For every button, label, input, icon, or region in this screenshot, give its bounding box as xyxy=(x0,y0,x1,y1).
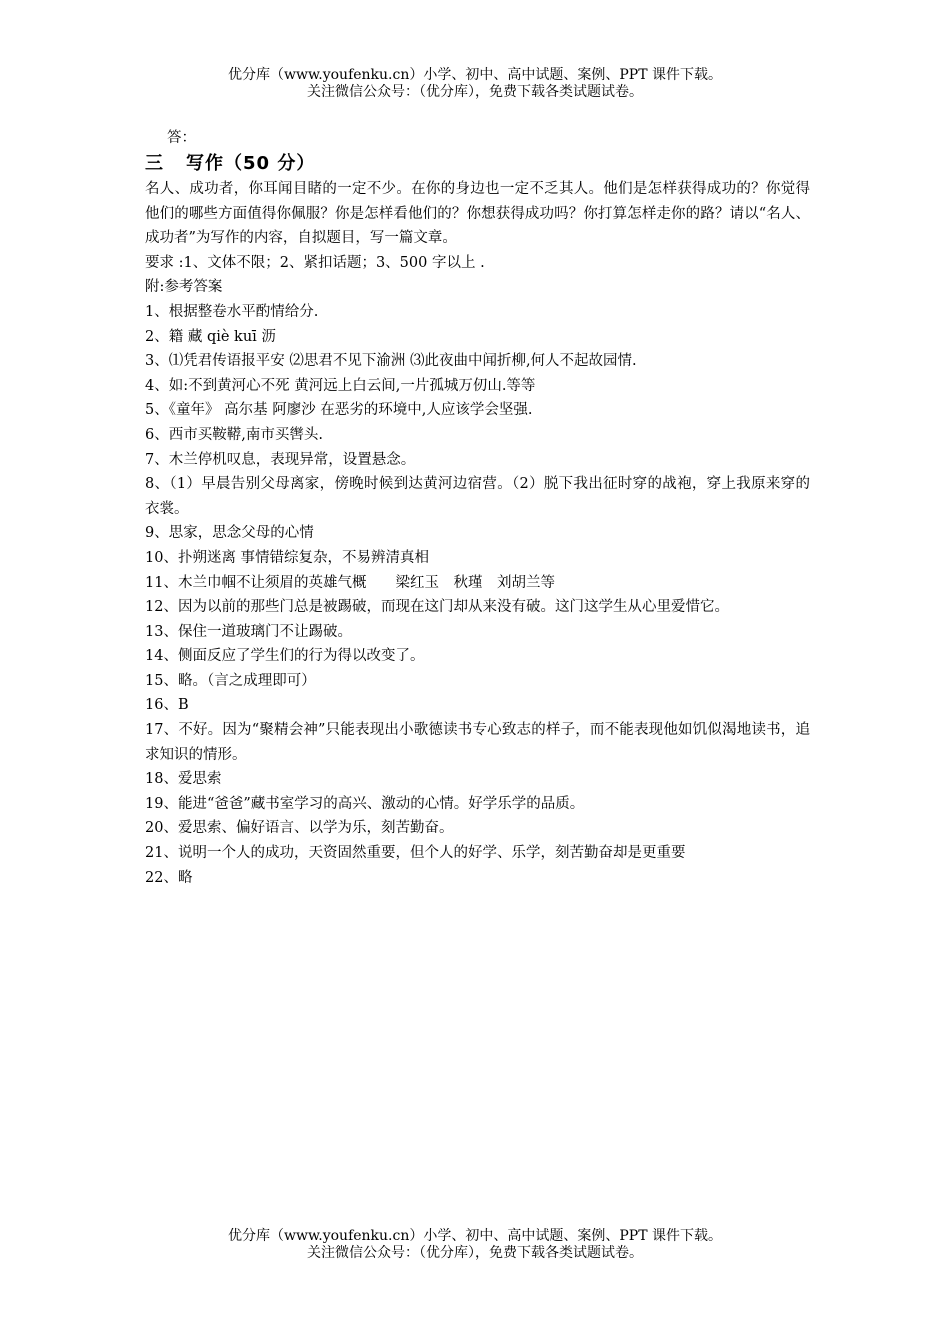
answer-item: 20、爱思索、偏好语言、以学为乐，刻苦勤奋。 xyxy=(145,820,454,837)
answer-item: 10、扑朔迷离 事情错综复杂，不易辨清真相 xyxy=(145,549,430,566)
page-header xyxy=(0,67,950,101)
writing-prompt: 名人、成功者，你耳闻目睹的一定不少。在你的身边也一定不乏其人。他们是怎样获得成功的？你觉得他们的哪些方面值得你佩服？你是怎样看他们的？你想获得成功吗？你打算怎样走你的路？请以“名人、成功者”为写作的内容，自拟题目，写一篇文章。 xyxy=(145,181,810,247)
section-number: 三 xyxy=(145,153,164,174)
answer-item: 18、爱思索 xyxy=(145,771,222,788)
header-line-1: 优分库（www.youfenku.cn）小学、初中、高中试题、案例、PPT 课件下载。 xyxy=(227,67,722,83)
answer-item: 1、根据整卷水平酌情给分. xyxy=(145,303,319,320)
answer-item: 3、⑴凭君传语报平安 ⑵思君不见下渝洲 ⑶此夜曲中闻折柳,何人不起故园情. xyxy=(145,353,637,370)
section-heading xyxy=(145,151,810,177)
answer-item: 19、能进“爸爸”藏书室学习的高兴、激动的心情。好学乐学的品质。 xyxy=(145,795,585,812)
answer-item: 22、略 xyxy=(145,869,193,886)
header-line-2: 关注微信公众号：（优分库），免费下载各类试题试卷。 xyxy=(307,84,643,100)
answer-item: 11、木兰巾帼不让须眉的英雄气概 梁红玉 秋瑾 刘胡兰等 xyxy=(145,574,555,591)
document-body xyxy=(145,126,810,890)
appendix-title: 附:参考答案 xyxy=(145,279,223,296)
answer-item: 17、不好。因为“聚精会神”只能表现出小歌德读书专心致志的样子，而不能表现他如饥似渴地读书，追求知识的情形。 xyxy=(145,722,810,763)
answer-item: 6、西市买鞍鞯,南市买辔头. xyxy=(145,426,323,443)
answer-item: 4、如:不到黄河心不死 黄河远上白云间,一片孤城万仞山.等等 xyxy=(145,377,536,394)
footer-line-1: 优分库（www.youfenku.cn）小学、初中、高中试题、案例、PPT 课件下载。 xyxy=(227,1228,722,1244)
answer-item: 9、思家，思念父母的心情 xyxy=(145,525,314,542)
section-title: 写作（50 分） xyxy=(186,153,316,174)
answer-item: 13、保住一道玻璃门不让踢破。 xyxy=(145,623,352,640)
page-footer xyxy=(0,1228,950,1262)
answer-item: 15、略。（言之成理即可） xyxy=(145,672,316,689)
answer-item: 12、因为以前的那些门总是被踢破，而现在这门却从来没有破。这门这学生从心里爱惜它。 xyxy=(145,599,729,616)
answer-list xyxy=(145,300,810,890)
answer-item: 8、（1）早晨告别父母离家，傍晚时候到达黄河边宿营。（2）脱下我出征时穿的战袍，穿上我原来穿的衣裳。 xyxy=(145,476,810,517)
footer-line-2: 关注微信公众号：（优分库），免费下载各类试题试卷。 xyxy=(307,1245,643,1261)
answer-item: 16、B xyxy=(145,697,189,714)
answer-item: 14、侧面反应了学生们的行为得以改变了。 xyxy=(145,648,425,665)
answer-item: 2、籍 藏 qiè kuī 沥 xyxy=(145,328,276,345)
answer-item: 5、《童年》 高尔基 阿廖沙 在恶劣的环境中,人应该学会坚强. xyxy=(145,402,533,419)
answer-item: 21、说明一个人的成功，天资固然重要，但个人的好学、乐学，刻苦勤奋却是更重要 xyxy=(145,845,686,862)
answer-item: 7、木兰停机叹息，表现异常，设置悬念。 xyxy=(145,451,416,468)
writing-requirements: 要求 :1、文体不限；2、紧扣话题；3、500 字以上 . xyxy=(145,254,485,271)
answer-label: 答： xyxy=(167,130,196,146)
